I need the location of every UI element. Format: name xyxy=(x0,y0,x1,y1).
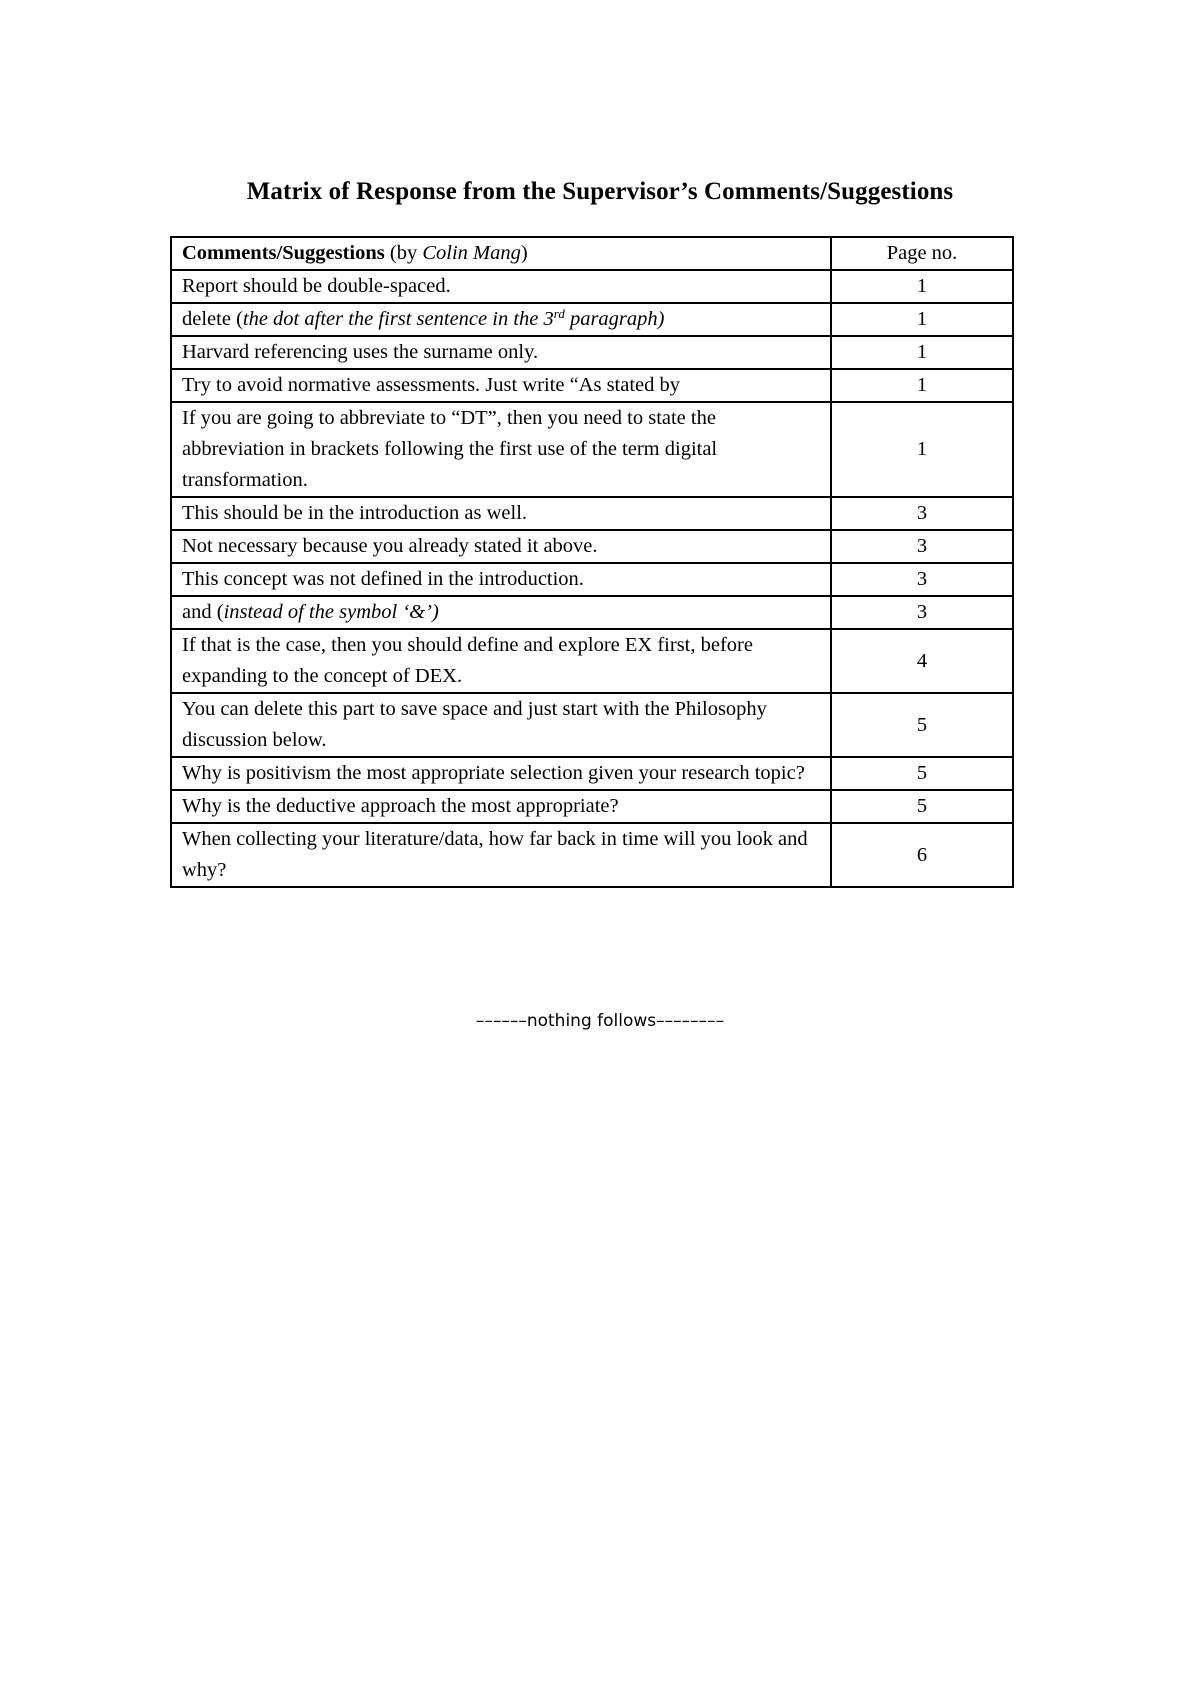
table-row xyxy=(171,823,1013,887)
supervisor-name: Colin Mang xyxy=(422,242,521,264)
comment-cell: This concept was not defined in the introduction. xyxy=(171,563,831,596)
page-number-cell: 3 xyxy=(831,563,1013,596)
comment-cell: Harvard referencing uses the surname only. xyxy=(171,336,831,369)
comment-cell xyxy=(171,596,831,629)
comment-cell: This should be in the introduction as well. xyxy=(171,497,831,530)
table-row xyxy=(171,497,1013,530)
comments-header-by: (by xyxy=(384,242,423,264)
table-row xyxy=(171,270,1013,303)
page-number-cell: 1 xyxy=(831,402,1013,497)
comment-prefix: and ( xyxy=(182,601,224,623)
table-row xyxy=(171,757,1013,790)
comments-header-label: Comments/Suggestions xyxy=(182,242,385,264)
comment-cell xyxy=(171,303,831,336)
comments-header-close: ) xyxy=(520,242,528,264)
table-row xyxy=(171,629,1013,693)
page-number-cell: 1 xyxy=(831,336,1013,369)
page-number-cell: 1 xyxy=(831,369,1013,402)
page-number-cell: 3 xyxy=(831,497,1013,530)
table-row xyxy=(171,790,1013,823)
ordinal-superscript: rd xyxy=(553,306,565,321)
comment-cell: Why is the deductive approach the most appropriate? xyxy=(171,790,831,823)
comment-cell: Report should be double-spaced. xyxy=(171,270,831,303)
page-number-cell: 1 xyxy=(831,303,1013,336)
table-row xyxy=(171,693,1013,757)
page-number-cell: 3 xyxy=(831,596,1013,629)
comment-cell: Not necessary because you already stated it above. xyxy=(171,530,831,563)
table-header-row xyxy=(171,237,1013,270)
page-number-cell: 6 xyxy=(831,823,1013,887)
table-row xyxy=(171,369,1013,402)
comment-prefix: delete ( xyxy=(182,308,243,330)
table-row xyxy=(171,530,1013,563)
table-row xyxy=(171,336,1013,369)
page-number-cell: 3 xyxy=(831,530,1013,563)
page-no-column-header: Page no. xyxy=(831,237,1013,270)
comment-cell: You can delete this part to save space and just start with the Philosophy discussion below. xyxy=(171,693,831,757)
page-number-cell: 4 xyxy=(831,629,1013,693)
comments-column-header xyxy=(171,237,831,270)
comment-italic-part: instead of the symbol ‘&’) xyxy=(223,601,439,623)
comment-cell: Why is positivism the most appropriate selection given your research topic? xyxy=(171,757,831,790)
table-row xyxy=(171,303,1013,336)
comment-cell: Try to avoid normative assessments. Just write “As stated by xyxy=(171,369,831,402)
page-title: Matrix of Response from the Supervisor’s Comments/Suggestions xyxy=(246,178,954,205)
comment-italic-part: paragraph) xyxy=(564,308,665,330)
table-row xyxy=(171,596,1013,629)
comment-cell: If that is the case, then you should define and explore EX first, before expanding to the concept of DEX. xyxy=(171,629,831,693)
table-row xyxy=(171,402,1013,497)
page-number-cell: 5 xyxy=(831,757,1013,790)
page-number-cell: 1 xyxy=(831,270,1013,303)
table-row xyxy=(171,563,1013,596)
nothing-follows-note: ––––––nothing follows–––––––– xyxy=(475,1011,725,1031)
comment-cell: If you are going to abbreviate to “DT”, then you need to state the abbreviation in brackets following the first use of the term digital transformation. xyxy=(171,402,831,497)
response-matrix-table xyxy=(170,236,1014,888)
comment-italic-part: the dot after the first sentence in the 3 xyxy=(242,308,554,330)
page-number-cell: 5 xyxy=(831,693,1013,757)
comment-cell: When collecting your literature/data, how far back in time will you look and why? xyxy=(171,823,831,887)
page-number-cell: 5 xyxy=(831,790,1013,823)
